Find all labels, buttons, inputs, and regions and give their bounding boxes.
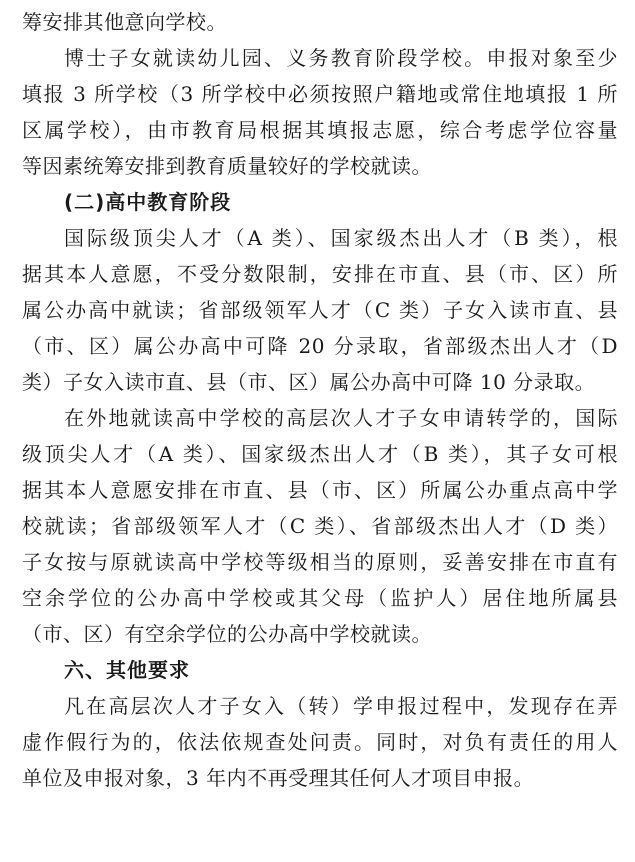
text-line: （市、区）属公办高中可降 20 分录取，省部级杰出人才（D [22,334,618,358]
text-line: 筹安排其他意向学校。 [22,10,227,34]
paragraph-start-line: 在外地就读高中学校的高层次人才子女申请转学的，国际 [64,406,618,430]
text-line: 类）子女入读市直、县（市、区）属公办高中可降 10 分录取。 [22,370,596,394]
paragraph-start-line: 博士子女就读幼儿园、义务教育阶段学校。申报对象至少 [64,46,618,70]
section-heading: 六、其他要求 [64,658,190,682]
paragraph-start-line: 凡在高层次人才子女入（转）学申报过程中，发现存在弄 [64,694,618,718]
text-line: 属公办高中就读；省部级领军人才（C 类）子女入读市直、县 [22,298,618,322]
text-line: 校就读；省部级领军人才（C 类）、省部级杰出人才（D 类） [22,514,618,538]
text-line: 填报 3 所学校（3 所学校中必须按照户籍地或常住地填报 1 所 [22,82,618,106]
text-line: 虚作假行为的，依法依规查处问责。同时，对负有责任的用人 [22,730,618,754]
text-line: 空余学位的公办高中学校或其父母（监护人）居住地所属县 [22,586,618,610]
text-line: 区属学校），由市教育局根据其填报志愿，综合考虑学位容量 [22,118,618,142]
text-line: 据其本人意愿安排在市直、县（市、区）所属公办重点高中学 [22,478,618,502]
paragraph-start-line: 国际级顶尖人才（A 类）、国家级杰出人才（B 类），根 [64,226,618,250]
text-line: 单位及申报对象，3 年内不再受理其任何人才项目申报。 [22,766,535,790]
text-line: 据其本人意愿，不受分数限制，安排在市直、县（市、区）所 [22,262,618,286]
text-line: 等因素统筹安排到教育质量较好的学校就读。 [22,154,432,178]
text-line: 级顶尖人才（A 类）、国家级杰出人才（B 类），其子女可根 [22,442,618,466]
text-line: 子女按与原就读高中学校等级相当的原则，妥善安排在市直有 [22,550,618,574]
section-heading: (二)高中教育阶段 [64,190,232,214]
text-line: （市、区）有空余学位的公办高中学校就读。 [22,622,432,646]
